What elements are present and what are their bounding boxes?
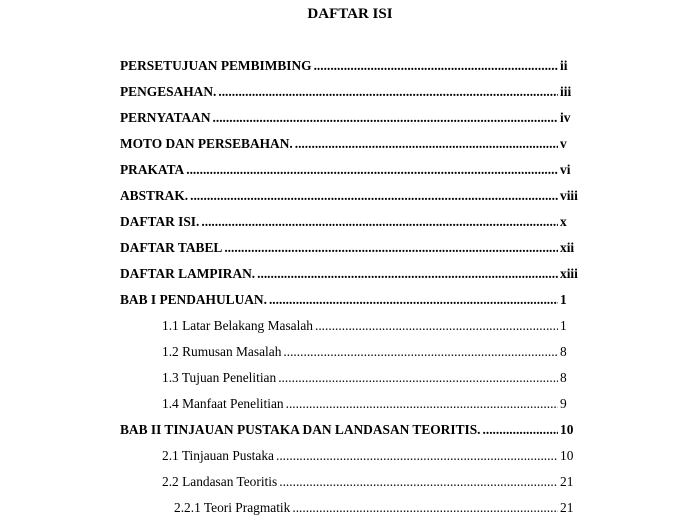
- dot-leader: [269, 292, 558, 308]
- dot-leader: [314, 58, 558, 74]
- toc-entry-page-number: iv: [560, 110, 571, 125]
- dot-leader: [201, 214, 558, 230]
- toc-entry: [162, 444, 582, 464]
- toc-entry-page-number: v: [560, 136, 567, 151]
- toc-entry-page-number: 10: [560, 422, 574, 437]
- toc-entry-label: 2.2 Landasan Teoritis: [162, 474, 278, 489]
- toc-entry-label: BAB II TINJAUAN PUSTAKA DAN LANDASAN TEORITIS.: [120, 422, 481, 437]
- toc-entry: [162, 314, 582, 334]
- toc-entry: [162, 366, 582, 386]
- dot-leader: [279, 474, 558, 490]
- dot-leader: [278, 370, 558, 386]
- toc-entry-label: PERNYATAAN: [120, 110, 211, 125]
- toc-entry-page-number: 8: [560, 370, 567, 385]
- toc-entry-label: 2.2.1 Teori Pragmatik: [174, 500, 291, 515]
- toc-entry: [120, 418, 582, 438]
- toc-entry-label: 2.1 Tinjauan Pustaka: [162, 448, 274, 463]
- toc-entry-label: PRAKATA: [120, 162, 185, 177]
- toc-entry-label: PERSETUJUAN PEMBIMBING: [120, 58, 312, 73]
- toc-entry-label: PENGESAHAN.: [120, 84, 217, 99]
- toc-entry: [120, 54, 582, 74]
- dot-leader: [224, 240, 558, 256]
- dot-leader: [276, 448, 558, 464]
- dot-leader: [218, 84, 558, 100]
- toc-entry-label: 1.3 Tujuan Penelitian: [162, 370, 277, 385]
- toc-entry-label: 1.1 Latar Belakang Masalah: [162, 318, 313, 333]
- toc-entry: [120, 288, 582, 308]
- toc-entry: [120, 236, 582, 256]
- toc-entry: [120, 210, 582, 230]
- dot-leader: [213, 110, 558, 126]
- toc-entry-label: MOTO DAN PERSEBAHAN.: [120, 136, 293, 151]
- toc-entry: [120, 106, 582, 126]
- toc-entry-page-number: 21: [560, 474, 574, 489]
- toc-entry-label: DAFTAR LAMPIRAN.: [120, 266, 256, 281]
- toc-entry: [120, 262, 582, 282]
- toc-entry-label: DAFTAR TABEL: [120, 240, 223, 255]
- dot-leader: [190, 188, 558, 204]
- toc-entry: [162, 392, 582, 412]
- toc-entry: [174, 496, 582, 516]
- toc-entry: [120, 80, 582, 100]
- toc-entry-label: 1.2 Rumusan Masalah: [162, 344, 282, 359]
- toc-entry-label: DAFTAR ISI.: [120, 214, 200, 229]
- toc-entry: [120, 184, 582, 204]
- dot-leader: [186, 162, 558, 178]
- toc-entry-page-number: vi: [560, 162, 571, 177]
- toc-entry-page-number: 10: [560, 448, 574, 463]
- toc-entry: [120, 158, 582, 178]
- toc-entry-page-number: xii: [560, 240, 575, 255]
- toc-entry-page-number: iii: [560, 84, 572, 99]
- toc-entry-label: 1.4 Manfaat Penelitian: [162, 396, 284, 411]
- toc-entry-label: ABSTRAK.: [120, 188, 189, 203]
- toc-entry-page-number: 1: [560, 292, 567, 307]
- dot-leader: [283, 344, 558, 360]
- toc-entry: [162, 340, 582, 360]
- dot-leader: [295, 136, 558, 152]
- toc-entry: [162, 470, 582, 490]
- dot-leader: [286, 396, 558, 412]
- toc-entry-label: BAB I PENDAHULUAN.: [120, 292, 267, 307]
- dot-leader: [257, 266, 558, 282]
- toc-entry-page-number: xiii: [560, 266, 578, 281]
- toc-entry: [120, 132, 582, 152]
- toc-entry-page-number: viii: [560, 188, 578, 203]
- toc-entry-page-number: ii: [560, 58, 568, 73]
- toc-entry-page-number: 9: [560, 396, 567, 411]
- dot-leader: [315, 318, 558, 334]
- toc-entry-page-number: 8: [560, 344, 567, 359]
- dot-leader: [292, 500, 558, 516]
- page-title: DAFTAR ISI: [307, 6, 393, 22]
- toc-entry-page-number: 21: [560, 500, 574, 515]
- toc-entry-page-number: x: [560, 214, 567, 229]
- dot-leader: [483, 422, 558, 438]
- toc-entry-page-number: 1: [560, 318, 567, 333]
